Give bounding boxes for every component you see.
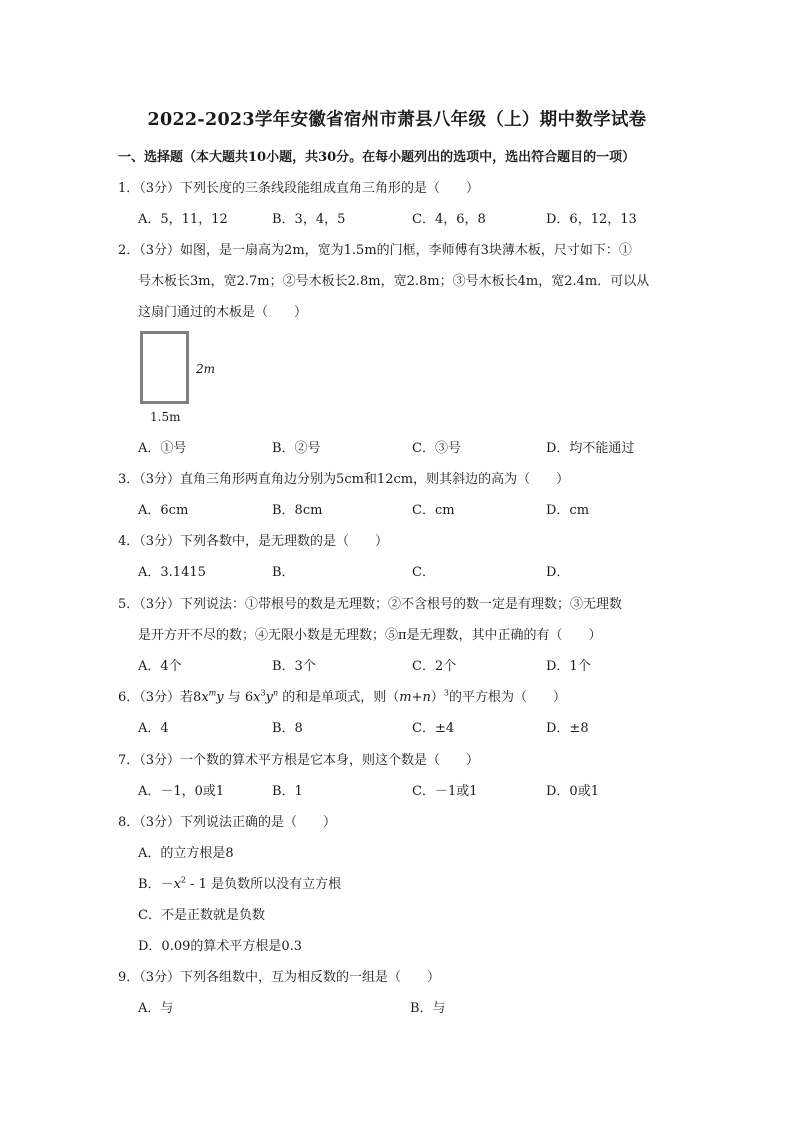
q4-option-d: D． (546, 565, 570, 580)
door-frame-figure (140, 331, 189, 404)
question-4-stem: 4．（3分）下列各数中，是无理数的是（ ） (118, 534, 389, 549)
question-1-stem: 1．（3分）下列长度的三条线段能组成直角三角形的是（ ） (118, 181, 480, 196)
q1-option-b: B．3，4，5 (272, 212, 346, 227)
q8-option-a: A．的立方根是8 (138, 846, 234, 861)
q8-option-b-rest: 是负数所以没有立方根 (211, 877, 342, 892)
q4-option-b: B． (272, 565, 295, 580)
q5-option-c: C．2个 (412, 659, 457, 674)
q7-option-d: D．0或1 (546, 784, 599, 799)
q5-option-d: D．1个 (546, 659, 591, 674)
door-width-label: 1.5m (150, 410, 181, 424)
q4-option-a: A．3.1415 (138, 565, 206, 580)
question-2-stem-line-3: 这扇门通过的木板是（ ） (138, 305, 308, 320)
q2-option-c: C．③号 (412, 441, 461, 456)
q1-option-a: A．5，11，12 (138, 212, 228, 227)
q9-option-a: A．与 (138, 1001, 174, 1016)
q5-option-b: B．3个 (272, 659, 316, 674)
q8-option-d: D．0.09的算术平方根是0.3 (138, 939, 303, 954)
question-6-stem (118, 686, 566, 705)
q2-option-a: A．①号 (138, 441, 187, 456)
question-5-stem-line-2: 是开方开不尽的数；④无限小数是无理数；⑤π是无理数，其中正确的有（ ） (138, 628, 602, 643)
question-8-stem: 8．（3分）下列说法正确的是（ ） (118, 815, 337, 830)
q8-option-b-prefix: B． (138, 877, 161, 892)
q6-math-expression: $8x^my$ 与 $6x^3y^n$ 的和是单项式，则$(m+n)^3$ (193, 688, 449, 705)
q6-option-b: B．8 (272, 721, 303, 736)
question-2-stem-line-1: 2．（3分）如图，是一扇高为2m，宽为1.5m的门框，李师傅有3块薄木板，尺寸如下：① (118, 243, 632, 258)
page-title: 2022-2023学年安徽省宿州市萧县八年级（上）期中数学试卷 (147, 110, 647, 130)
q7-option-b: B．1 (272, 784, 303, 799)
q6-option-d: D．±8 (546, 721, 589, 736)
q7-option-c: C．－1或1 (412, 784, 478, 799)
q7-option-a: A．－1，0或1 (138, 784, 225, 799)
q1-option-c: C．4，6，8 (412, 212, 486, 227)
q3-option-b: B．8cm (272, 503, 323, 518)
q2-option-d: D．均不能通过 (546, 441, 635, 456)
q6-option-a: A．4 (138, 721, 169, 736)
q3-option-d: D．cm (546, 503, 590, 518)
question-7-stem: 7．（3分）一个数的算术平方根是它本身，则这个数是（ ） (118, 753, 480, 768)
q8-option-c: C．不是正数就是负数 (138, 908, 265, 923)
q8-option-b-math: $-x^2 - 1$ (160, 875, 212, 892)
q3-option-c: C．cm (412, 503, 455, 518)
question-9-stem: 9．（3分）下列各组数中，互为相反数的一组是（ ） (118, 970, 441, 985)
q5-option-a: A．4个 (138, 659, 182, 674)
question-5-stem-line-1: 5．（3分）下列说法：①带根号的数是无理数；②不含根号的数一定是有理数；③无理数 (118, 597, 623, 612)
q1-option-d: D．6，12，13 (546, 212, 637, 227)
q3-option-a: A．6cm (138, 503, 189, 518)
q2-option-b: B．②号 (272, 441, 321, 456)
q9-option-b: B．与 (410, 1001, 446, 1016)
question-3-stem: 3．（3分）直角三角形两直角边分别为5cm和12cm，则其斜边的高为（ ） (118, 472, 570, 487)
section-heading: 一、选择题（本大题共10小题，共30分。在每小题列出的选项中，选出符合题目的一项） (118, 150, 636, 165)
q6-stem-prefix: 6．（3分）若 (118, 690, 194, 705)
q6-option-c: C．±4 (412, 721, 455, 736)
q8-option-b (138, 873, 341, 892)
q6-stem-rest: 的平方根为（ ） (448, 690, 566, 705)
door-height-label: 2m (196, 362, 216, 376)
q4-option-c: C． (412, 565, 435, 580)
question-2-stem-line-2: 号木板长3m，宽2.7m；②号木板长2.8m，宽2.8m；③号木板长4m，宽2.4m．可以从 (138, 274, 650, 289)
